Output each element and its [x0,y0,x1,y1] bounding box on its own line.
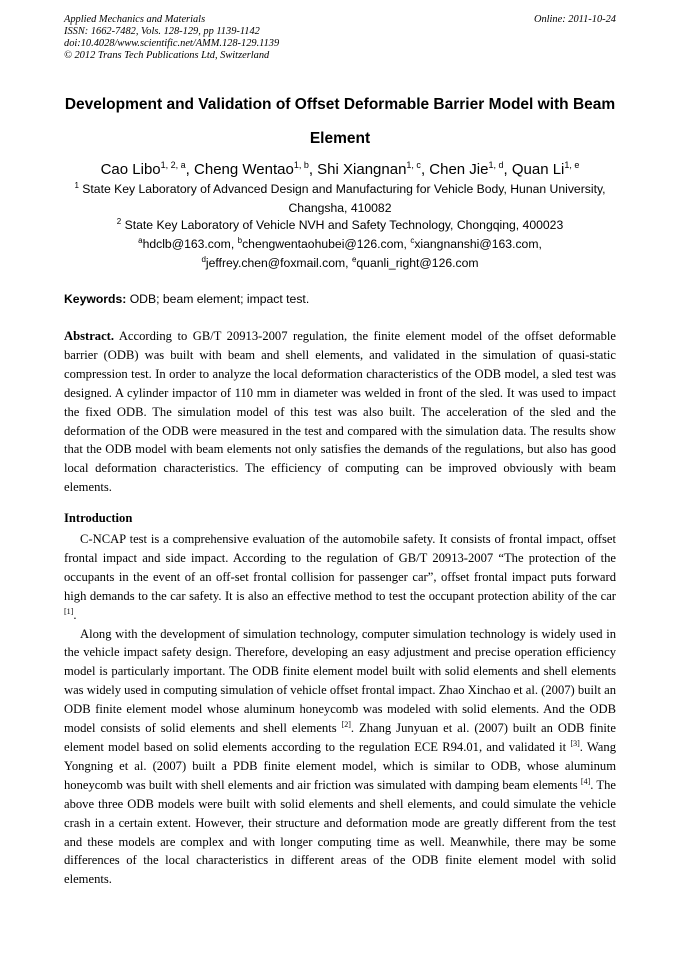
email-link[interactable]: chengwentaohubei@126.com [242,237,404,251]
citation[interactable]: [3] [570,738,580,748]
journal-copyright: © 2012 Trans Tech Publications Ltd, Switzerland [64,50,270,61]
paragraph-text: . [73,607,77,622]
paragraph-text: . Wang Yongning et al. (2007) built a PDB finite element model, which is similar to ODB, whose aluminum honeycomb was built with shell elements and air friction was simulated with damping beam elements [64,739,616,792]
author-affiliation-mark: 1, e [564,160,580,170]
affiliation-text: State Key Laboratory of Vehicle NVH and Safety Technology, Chongqing, 400023 [124,218,564,232]
paragraph-text: C-NCAP test is a comprehensive evaluation of the automobile safety. It consists of frontal impact, offset frontal impact and side impact. According to the regulation of GB/T 20913-2007 “The protection of the occupants in the event of an off-set frontal collision for passenger car”, offset frontal impact puts forward high demands to the car safety. It is also an effective method to test the occupant protection ability of the car [64,532,616,603]
online-date: Online: 2011-10-24 [533,14,616,25]
author-name: Cheng Wentao [194,161,294,178]
affiliation-mark: 2 [116,217,122,226]
paragraph [64,530,616,625]
affiliation-mark: 1 [74,181,79,190]
author-affiliation-mark: 1, b [293,160,309,170]
email-link[interactable]: xiangnanshi@163.com [414,237,539,251]
journal-name: Applied Mechanics and Materials [64,14,206,25]
section-heading-introduction: Introduction [64,511,133,525]
keywords [64,290,616,308]
affiliation-1 [64,180,616,218]
author-affiliation-mark: 1, c [406,160,421,170]
author-name: Shi Xiangnan [317,161,407,178]
affiliation-text: State Key Laboratory of Advanced Design and Manufacturing for Vehicle Body, Hunan University, Changsha, 410082 [82,182,606,215]
author-list: Cao Libo$^{1, 2, a}$, Cheng Wentao$^{1, b}$, Shi Xiangnan$^{1, c}$, Chen Jie$^{1, d}$, Quan Li$^{1, e}$ [100,160,580,178]
email-link[interactable]: hdclb@163.com [142,237,231,251]
email-mark: c [410,236,415,245]
author-affiliation-mark: 1, 2, a [160,160,186,170]
paragraph-text: . Zhang Junyuan et al. (2007) built an ODB finite element model based on solid elements according to the regulation ECE R94.01, and validated it [64,721,616,754]
email-mark: a [138,236,143,245]
author-name: Chen Jie [429,161,489,178]
email-list: $^a$hdclb@163.com, $^b$chengwentaohubei@126.com, $^c$xiangnanshi@163.com, $^d$jeffrey.chen@foxmail.com, $^e$quanli_right@126.com [138,236,542,270]
paper-title: Development and Validation of Offset Deformable Barrier Model with Beam Element [64,96,616,147]
email-mark: e [351,255,357,264]
keywords-text: ODB; beam element; impact test. [129,292,310,306]
author-name: Cao Libo [100,161,161,178]
abstract [64,327,616,497]
citation[interactable]: [1] [64,606,74,616]
email-mark: d [201,255,206,264]
paragraph-text: . The above three ODB models were built with solid elements and shell elements, and could simulate the vehicle crash in a certain extent. However, their structure and deformation mode are greatly different from the test and these models are complex and with longer computing time as well. Meanwhile, there may be some differences of the local characteristics in different areas of the ODB finite element model with solid elements. [64,777,616,887]
author-name: Quan Li [511,161,565,178]
abstract-label: Abstract. [64,329,115,343]
citation[interactable]: [2] [341,720,351,730]
introduction-body [64,530,616,889]
paragraph-text: Along with the development of simulation technology, computer simulation technology is widely used in the vehicle impact safety design. Therefore, developing an easy adjustment and precise operation efficiency model is particularly important. The ODB finite element model built with solid elements and shell elements was widely used in computing simulation of vehicle offset frontal impact. Zhao Xinchao et al. (2007) built an ODB finite element model whose aluminum honeycomb was modeled with solid elements. And the ODB model consists of solid elements and shell elements [64,626,617,736]
journal-info [64,14,279,62]
email-link[interactable]: jeffrey.chen@foxmail.com [205,256,346,270]
affiliation-2 [64,216,616,235]
journal-doi: doi:10.4028/www.scientific.net/AMM.128-129.1139 [64,38,280,49]
keywords-label: Keywords: [64,292,127,306]
email-link[interactable]: quanli_right@126.com [356,256,479,270]
author-affiliation-mark: 1, d [488,160,504,170]
email-mark: b [237,236,243,245]
paragraph [64,625,616,890]
citation[interactable]: [4] [580,776,591,786]
abstract-text: According to GB/T 20913-2007 regulation, the finite element model of the offset deformable barrier (ODB) was built with beam and shell elements, and validated in the simulation of quasi-static compression test. In order to analyze the local deformation characteristics of the ODB model, a sled test was designed. A cylinder impactor of 110 mm in diameter was welded in front of the sled. It was used to impact the fixed ODB. The simulation model of this test was also built. The acceleration of the sled and the deformation of the ODB were measured in the test and compared with the simulation data. The results show that the ODB model with beam elements not only satisfies the demands of the regulations, but also has good local deformation characteristics. The efficiency of computing can be improved obviously with beam elements. [64,329,616,495]
journal-issn: ISSN: 1662-7482, Vols. 128-129, pp 1139-1142 [64,26,260,37]
